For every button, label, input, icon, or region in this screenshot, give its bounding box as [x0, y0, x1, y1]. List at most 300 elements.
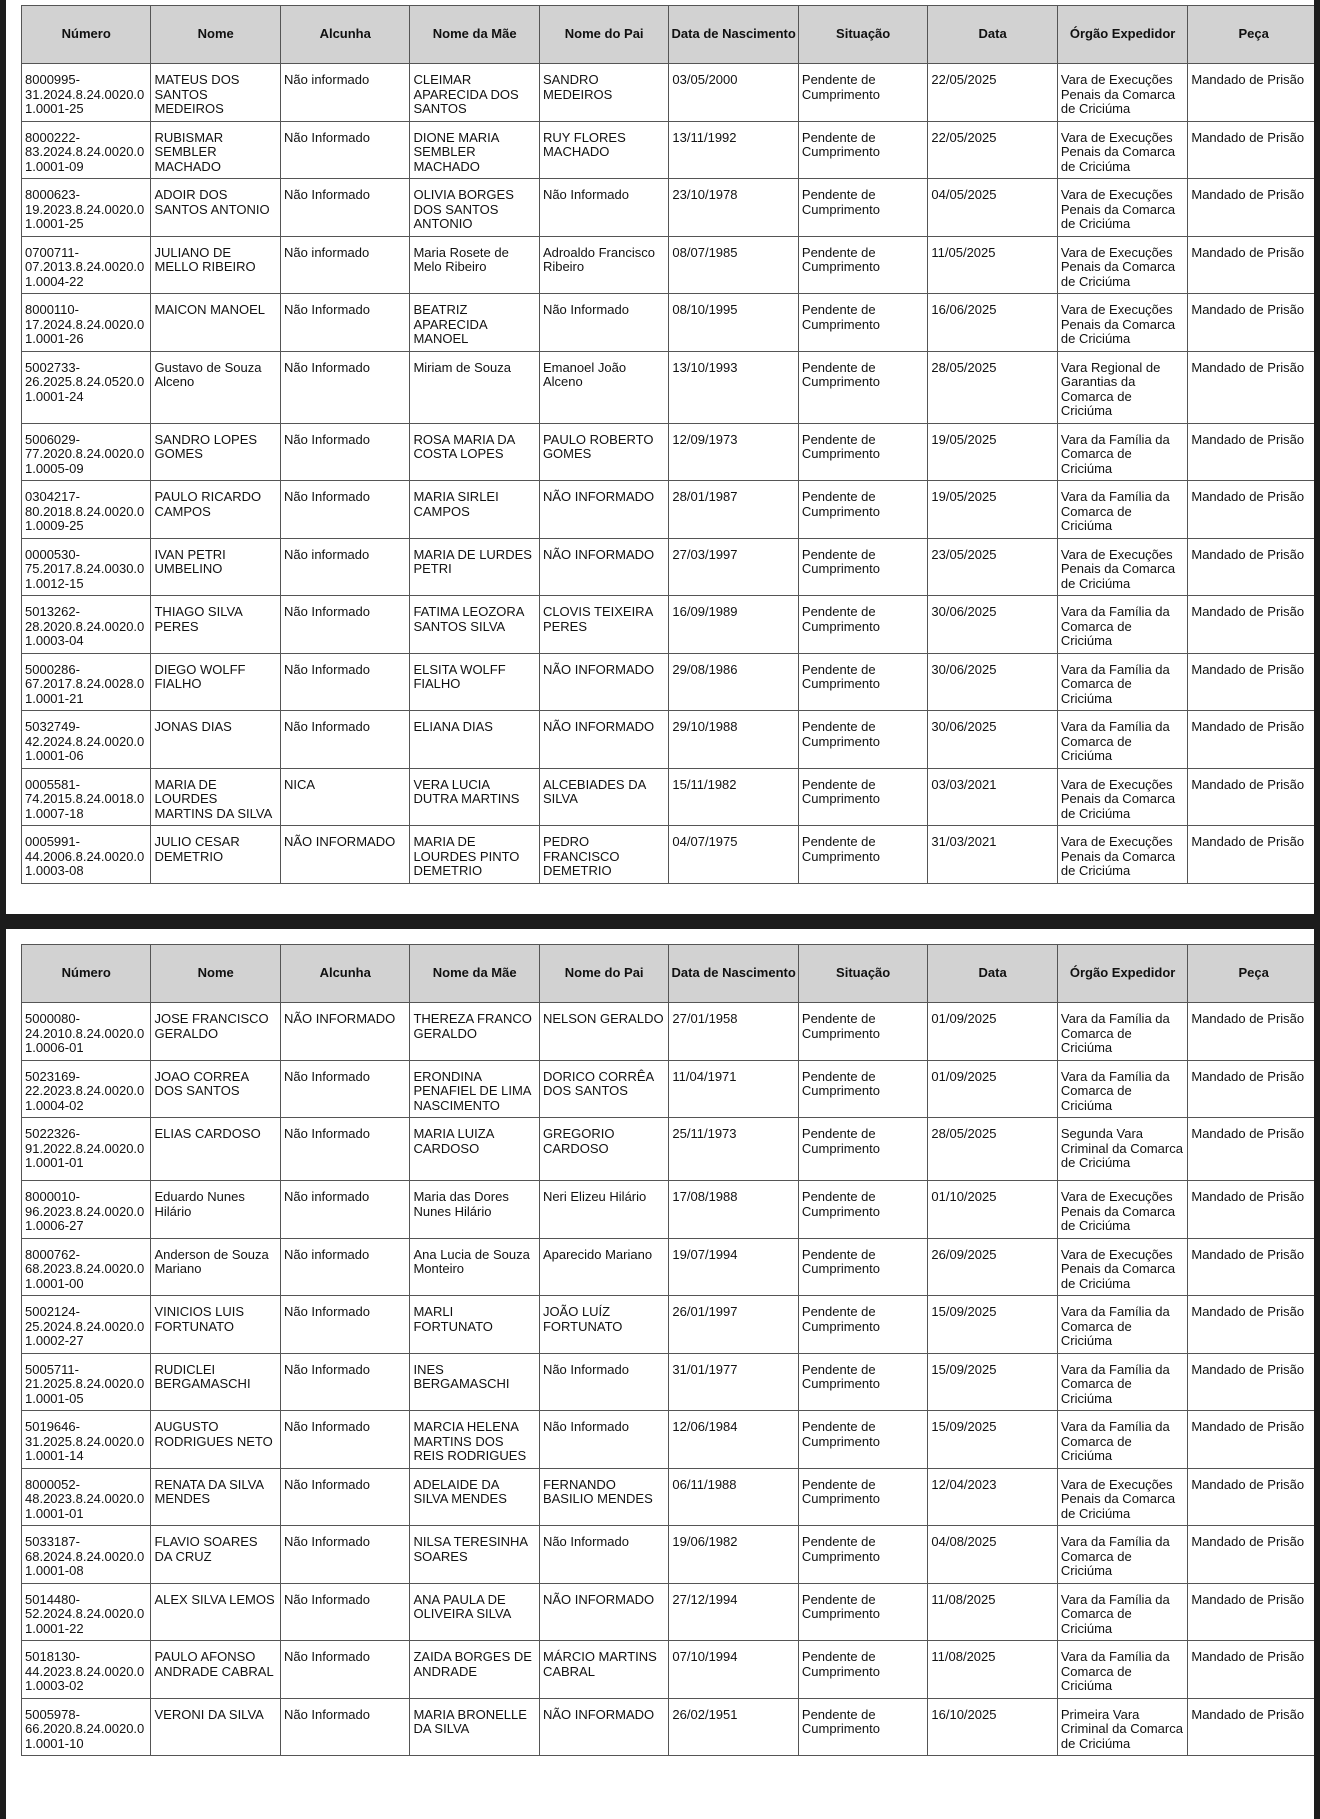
header-numero: Número	[22, 6, 151, 64]
header-situacao: Situação	[798, 945, 927, 1003]
cell-numero: 5023169-22.2023.8.24.0020.01.0004-02	[22, 1060, 151, 1118]
cell-nome-mae: MARIA SIRLEI CAMPOS	[410, 481, 539, 539]
cell-nome-mae: CLEIMAR APARECIDA DOS SANTOS	[410, 64, 539, 122]
cell-nome-mae: ANA PAULA DE OLIVEIRA SILVA	[410, 1583, 539, 1641]
cell-situacao: Pendente de Cumprimento	[798, 236, 927, 294]
table-row	[22, 1003, 1315, 1061]
cell-alcunha: NÃO INFORMADO	[280, 826, 409, 884]
cell-orgao-expedidor: Vara de Execuções Penais da Comarca de Criciúma	[1057, 294, 1188, 352]
cell-data-nascimento: 23/10/1978	[669, 179, 798, 237]
cell-nome: JOAO CORREA DOS SANTOS	[151, 1060, 280, 1118]
cell-numero: 8000623-19.2023.8.24.0020.01.0001-25	[22, 179, 151, 237]
cell-numero: 0700711-07.2013.8.24.0020.01.0004-22	[22, 236, 151, 294]
cell-nome: FLAVIO SOARES DA CRUZ	[151, 1526, 280, 1584]
cell-numero: 5006029-77.2020.8.24.0020.01.0005-09	[22, 423, 151, 481]
header-alcunha: Alcunha	[280, 6, 409, 64]
cell-nome-mae: ELIANA DIAS	[410, 711, 539, 769]
cell-alcunha: Não Informado	[280, 1411, 409, 1469]
cell-situacao: Pendente de Cumprimento	[798, 538, 927, 596]
cell-data-nascimento: 27/03/1997	[669, 538, 798, 596]
cell-nome-mae: NILSA TERESINHA SOARES	[410, 1526, 539, 1584]
cell-nome-pai: Emanoel João Alceno	[539, 351, 668, 423]
cell-nome-pai: NÃO INFORMADO	[539, 653, 668, 711]
cell-nome-pai: PEDRO FRANCISCO DEMETRIO	[539, 826, 668, 884]
cell-nome-mae: MARIA DE LURDES PETRI	[410, 538, 539, 596]
table-row	[22, 1181, 1315, 1239]
cell-data-nascimento: 16/09/1989	[669, 596, 798, 654]
cell-peca: Mandado de Prisão	[1188, 1641, 1314, 1699]
cell-alcunha: NICA	[280, 768, 409, 826]
cell-data-nascimento: 12/06/1984	[669, 1411, 798, 1469]
cell-data-nascimento: 07/10/1994	[669, 1641, 798, 1699]
cell-nome: Anderson de Souza Mariano	[151, 1238, 280, 1296]
cell-data-nascimento: 06/11/1988	[669, 1468, 798, 1526]
cell-nome: RENATA DA SILVA MENDES	[151, 1468, 280, 1526]
cell-peca: Mandado de Prisão	[1188, 768, 1314, 826]
cell-nome-pai: Neri Elizeu Hilário	[539, 1181, 668, 1239]
cell-numero: 5000080-24.2010.8.24.0020.01.0006-01	[22, 1003, 151, 1061]
cell-situacao: Pendente de Cumprimento	[798, 351, 927, 423]
cell-nome-pai: GREGORIO CARDOSO	[539, 1118, 668, 1181]
cell-alcunha: Não Informado	[280, 1583, 409, 1641]
cell-nome-pai: NELSON GERALDO	[539, 1003, 668, 1061]
cell-peca: Mandado de Prisão	[1188, 481, 1314, 539]
cell-data: 11/05/2025	[928, 236, 1057, 294]
cell-numero: 5002733-26.2025.8.24.0520.01.0001-24	[22, 351, 151, 423]
cell-numero: 5013262-28.2020.8.24.0020.01.0003-04	[22, 596, 151, 654]
cell-peca: Mandado de Prisão	[1188, 1238, 1314, 1296]
cell-peca: Mandado de Prisão	[1188, 1468, 1314, 1526]
table-row	[22, 351, 1315, 423]
cell-situacao: Pendente de Cumprimento	[798, 64, 927, 122]
cell-nome: MATEUS DOS SANTOS MEDEIROS	[151, 64, 280, 122]
cell-nome: RUBISMAR SEMBLER MACHADO	[151, 121, 280, 179]
cell-orgao-expedidor: Vara de Execuções Penais da Comarca de Criciúma	[1057, 768, 1188, 826]
cell-nome: MARIA DE LOURDES MARTINS DA SILVA	[151, 768, 280, 826]
header-nome-pai: Nome do Pai	[539, 945, 668, 1003]
cell-situacao: Pendente de Cumprimento	[798, 826, 927, 884]
header-situacao: Situação	[798, 6, 927, 64]
header-nome: Nome	[151, 945, 280, 1003]
table-header-row	[22, 6, 1315, 64]
table-body	[22, 64, 1315, 884]
cell-situacao: Pendente de Cumprimento	[798, 121, 927, 179]
cell-situacao: Pendente de Cumprimento	[798, 1468, 927, 1526]
cell-peca: Mandado de Prisão	[1188, 711, 1314, 769]
cell-situacao: Pendente de Cumprimento	[798, 596, 927, 654]
cell-orgao-expedidor: Vara da Família da Comarca de Criciúma	[1057, 596, 1188, 654]
cell-peca: Mandado de Prisão	[1188, 351, 1314, 423]
cell-situacao: Pendente de Cumprimento	[798, 1411, 927, 1469]
cell-peca: Mandado de Prisão	[1188, 826, 1314, 884]
table-row	[22, 1468, 1315, 1526]
header-orgao-expedidor: Órgão Expedidor	[1057, 945, 1188, 1003]
table-row	[22, 1060, 1315, 1118]
cell-data: 30/06/2025	[928, 711, 1057, 769]
table-row	[22, 596, 1315, 654]
cell-nome: ADOIR DOS SANTOS ANTONIO	[151, 179, 280, 237]
cell-numero: 5005978-66.2020.8.24.0020.01.0001-10	[22, 1698, 151, 1756]
cell-numero: 0005991-44.2006.8.24.0020.01.0003-08	[22, 826, 151, 884]
cell-data: 15/09/2025	[928, 1411, 1057, 1469]
cell-data-nascimento: 04/07/1975	[669, 826, 798, 884]
cell-data: 30/06/2025	[928, 596, 1057, 654]
header-data: Data	[928, 6, 1057, 64]
cell-situacao: Pendente de Cumprimento	[798, 1118, 927, 1181]
cell-nome-pai: NÃO INFORMADO	[539, 481, 668, 539]
cell-nome-mae: Miriam de Souza	[410, 351, 539, 423]
cell-data: 01/09/2025	[928, 1060, 1057, 1118]
header-orgao-expedidor: Órgão Expedidor	[1057, 6, 1188, 64]
cell-nome-mae: VERA LUCIA DUTRA MARTINS	[410, 768, 539, 826]
table-body	[22, 1003, 1315, 1756]
cell-alcunha: Não Informado	[280, 351, 409, 423]
cell-alcunha: Não Informado	[280, 179, 409, 237]
cell-nome-mae: MARIA LUIZA CARDOSO	[410, 1118, 539, 1181]
table-row	[22, 711, 1315, 769]
cell-alcunha: Não Informado	[280, 1468, 409, 1526]
cell-data-nascimento: 03/05/2000	[669, 64, 798, 122]
cell-situacao: Pendente de Cumprimento	[798, 711, 927, 769]
cell-orgao-expedidor: Vara de Execuções Penais da Comarca de Criciúma	[1057, 64, 1188, 122]
cell-orgao-expedidor: Vara da Família da Comarca de Criciúma	[1057, 1641, 1188, 1699]
cell-nome-mae: THEREZA FRANCO GERALDO	[410, 1003, 539, 1061]
cell-alcunha: Não informado	[280, 64, 409, 122]
cell-alcunha: Não Informado	[280, 1353, 409, 1411]
warrants-table	[21, 5, 1314, 884]
table-row	[22, 1118, 1315, 1181]
cell-data: 04/05/2025	[928, 179, 1057, 237]
header-data-nascimento: Data de Nascimento	[669, 6, 798, 64]
cell-data: 28/05/2025	[928, 1118, 1057, 1181]
cell-numero: 0000530-75.2017.8.24.0030.01.0012-15	[22, 538, 151, 596]
cell-alcunha: Não Informado	[280, 1641, 409, 1699]
header-nome: Nome	[151, 6, 280, 64]
cell-data-nascimento: 27/01/1958	[669, 1003, 798, 1061]
cell-alcunha: NÃO INFORMADO	[280, 1003, 409, 1061]
cell-nome-mae: ELSITA WOLFF FIALHO	[410, 653, 539, 711]
cell-nome-mae: MARCIA HELENA MARTINS DOS REIS RODRIGUES	[410, 1411, 539, 1469]
cell-alcunha: Não informado	[280, 236, 409, 294]
cell-peca: Mandado de Prisão	[1188, 1296, 1314, 1354]
cell-alcunha: Não informado	[280, 1238, 409, 1296]
cell-situacao: Pendente de Cumprimento	[798, 1583, 927, 1641]
warrants-table-frame	[21, 5, 1314, 884]
table-row	[22, 653, 1315, 711]
cell-data: 19/05/2025	[928, 481, 1057, 539]
header-nome-mae: Nome da Mãe	[410, 945, 539, 1003]
cell-orgao-expedidor: Vara da Família da Comarca de Criciúma	[1057, 1296, 1188, 1354]
cell-nome-mae: MARIA BRONELLE DA SILVA	[410, 1698, 539, 1756]
cell-data: 28/05/2025	[928, 351, 1057, 423]
cell-nome-mae: ADELAIDE DA SILVA MENDES	[410, 1468, 539, 1526]
cell-numero: 8000222-83.2024.8.24.0020.01.0001-09	[22, 121, 151, 179]
cell-nome-mae: ERONDINA PENAFIEL DE LIMA NASCIMENTO	[410, 1060, 539, 1118]
cell-data: 04/08/2025	[928, 1526, 1057, 1584]
table-row	[22, 179, 1315, 237]
cell-situacao: Pendente de Cumprimento	[798, 1641, 927, 1699]
cell-nome-pai: NÃO INFORMADO	[539, 1698, 668, 1756]
cell-numero: 8000010-96.2023.8.24.0020.01.0006-27	[22, 1181, 151, 1239]
cell-situacao: Pendente de Cumprimento	[798, 768, 927, 826]
cell-orgao-expedidor: Vara da Família da Comarca de Criciúma	[1057, 711, 1188, 769]
cell-orgao-expedidor: Vara de Execuções Penais da Comarca de Criciúma	[1057, 1468, 1188, 1526]
cell-data-nascimento: 29/08/1986	[669, 653, 798, 711]
cell-nome-pai: Não Informado	[539, 1411, 668, 1469]
cell-nome-pai: Não Informado	[539, 179, 668, 237]
cell-situacao: Pendente de Cumprimento	[798, 1060, 927, 1118]
cell-nome: RUDICLEI BERGAMASCHI	[151, 1353, 280, 1411]
table-row	[22, 1353, 1315, 1411]
cell-nome: Eduardo Nunes Hilário	[151, 1181, 280, 1239]
cell-data: 31/03/2021	[928, 826, 1057, 884]
cell-nome-pai: MÁRCIO MARTINS CABRAL	[539, 1641, 668, 1699]
cell-situacao: Pendente de Cumprimento	[798, 423, 927, 481]
cell-nome: PAULO RICARDO CAMPOS	[151, 481, 280, 539]
cell-data-nascimento: 29/10/1988	[669, 711, 798, 769]
table-row	[22, 64, 1315, 122]
cell-orgao-expedidor: Vara da Família da Comarca de Criciúma	[1057, 1583, 1188, 1641]
cell-alcunha: Não Informado	[280, 1698, 409, 1756]
cell-peca: Mandado de Prisão	[1188, 294, 1314, 352]
cell-data: 16/10/2025	[928, 1698, 1057, 1756]
cell-numero: 5014480-52.2024.8.24.0020.01.0001-22	[22, 1583, 151, 1641]
cell-nome-pai: NÃO INFORMADO	[539, 538, 668, 596]
cell-orgao-expedidor: Primeira Vara Criminal da Comarca de Criciúma	[1057, 1698, 1188, 1756]
table-row	[22, 1641, 1315, 1699]
cell-nome: VINICIOS LUIS FORTUNATO	[151, 1296, 280, 1354]
cell-nome: DIEGO WOLFF FIALHO	[151, 653, 280, 711]
cell-data: 22/05/2025	[928, 121, 1057, 179]
cell-data: 15/09/2025	[928, 1296, 1057, 1354]
cell-numero: 5000286-67.2017.8.24.0028.01.0001-21	[22, 653, 151, 711]
cell-orgao-expedidor: Vara de Execuções Penais da Comarca de Criciúma	[1057, 179, 1188, 237]
cell-nome-mae: ZAIDA BORGES DE ANDRADE	[410, 1641, 539, 1699]
cell-alcunha: Não Informado	[280, 294, 409, 352]
cell-data: 11/08/2025	[928, 1583, 1057, 1641]
cell-situacao: Pendente de Cumprimento	[798, 653, 927, 711]
cell-orgao-expedidor: Vara de Execuções Penais da Comarca de Criciúma	[1057, 826, 1188, 884]
cell-data: 30/06/2025	[928, 653, 1057, 711]
cell-peca: Mandado de Prisão	[1188, 423, 1314, 481]
cell-data-nascimento: 19/06/1982	[669, 1526, 798, 1584]
cell-data-nascimento: 08/10/1995	[669, 294, 798, 352]
cell-nome: JOSE FRANCISCO GERALDO	[151, 1003, 280, 1061]
cell-nome: JONAS DIAS	[151, 711, 280, 769]
cell-alcunha: Não Informado	[280, 481, 409, 539]
cell-peca: Mandado de Prisão	[1188, 179, 1314, 237]
cell-nome-mae: FATIMA LEOZORA SANTOS SILVA	[410, 596, 539, 654]
cell-orgao-expedidor: Vara da Família da Comarca de Criciúma	[1057, 481, 1188, 539]
cell-alcunha: Não Informado	[280, 1118, 409, 1181]
cell-data: 11/08/2025	[928, 1641, 1057, 1699]
cell-nome-pai: ALCEBIADES DA SILVA	[539, 768, 668, 826]
cell-nome-mae: OLIVIA BORGES DOS SANTOS ANTONIO	[410, 179, 539, 237]
cell-numero: 0005581-74.2015.8.24.0018.01.0007-18	[22, 768, 151, 826]
cell-peca: Mandado de Prisão	[1188, 1698, 1314, 1756]
cell-nome: ALEX SILVA LEMOS	[151, 1583, 280, 1641]
table-row	[22, 1698, 1315, 1756]
cell-orgao-expedidor: Vara de Execuções Penais da Comarca de Criciúma	[1057, 121, 1188, 179]
cell-alcunha: Não Informado	[280, 653, 409, 711]
cell-data: 12/04/2023	[928, 1468, 1057, 1526]
cell-data: 01/09/2025	[928, 1003, 1057, 1061]
cell-nome-pai: NÃO INFORMADO	[539, 1583, 668, 1641]
cell-numero: 5018130-44.2023.8.24.0020.01.0003-02	[22, 1641, 151, 1699]
cell-nome-pai: NÃO INFORMADO	[539, 711, 668, 769]
cell-data-nascimento: 26/02/1951	[669, 1698, 798, 1756]
cell-data-nascimento: 19/07/1994	[669, 1238, 798, 1296]
warrants-table-frame	[21, 944, 1314, 1756]
cell-nome-pai: FERNANDO BASILIO MENDES	[539, 1468, 668, 1526]
cell-data-nascimento: 25/11/1973	[669, 1118, 798, 1181]
cell-situacao: Pendente de Cumprimento	[798, 1181, 927, 1239]
cell-nome-pai: CLOVIS TEIXEIRA PERES	[539, 596, 668, 654]
cell-numero: 5032749-42.2024.8.24.0020.01.0001-06	[22, 711, 151, 769]
cell-numero: 0304217-80.2018.8.24.0020.01.0009-25	[22, 481, 151, 539]
cell-numero: 5033187-68.2024.8.24.0020.01.0001-08	[22, 1526, 151, 1584]
cell-nome-pai: Não Informado	[539, 1353, 668, 1411]
cell-data-nascimento: 08/07/1985	[669, 236, 798, 294]
cell-data: 01/10/2025	[928, 1181, 1057, 1239]
cell-data-nascimento: 26/01/1997	[669, 1296, 798, 1354]
cell-nome: PAULO AFONSO ANDRADE CABRAL	[151, 1641, 280, 1699]
cell-nome-pai: Não Informado	[539, 294, 668, 352]
cell-orgao-expedidor: Vara de Execuções Penais da Comarca de Criciúma	[1057, 1181, 1188, 1239]
cell-alcunha: Não Informado	[280, 121, 409, 179]
cell-situacao: Pendente de Cumprimento	[798, 294, 927, 352]
cell-data: 23/05/2025	[928, 538, 1057, 596]
cell-nome-mae: MARIA DE LOURDES PINTO DEMETRIO	[410, 826, 539, 884]
cell-numero: 8000762-68.2023.8.24.0020.01.0001-00	[22, 1238, 151, 1296]
cell-nome-mae: BEATRIZ APARECIDA MANOEL	[410, 294, 539, 352]
header-alcunha: Alcunha	[280, 945, 409, 1003]
cell-numero: 5019646-31.2025.8.24.0020.01.0001-14	[22, 1411, 151, 1469]
cell-nome: VERONI DA SILVA	[151, 1698, 280, 1756]
cell-nome-pai: PAULO ROBERTO GOMES	[539, 423, 668, 481]
cell-nome-pai: SANDRO MEDEIROS	[539, 64, 668, 122]
cell-nome-pai: JOÃO LUÍZ FORTUNATO	[539, 1296, 668, 1354]
table-row	[22, 121, 1315, 179]
cell-nome: AUGUSTO RODRIGUES NETO	[151, 1411, 280, 1469]
cell-nome-pai: Não Informado	[539, 1526, 668, 1584]
cell-orgao-expedidor: Vara de Execuções Penais da Comarca de Criciúma	[1057, 236, 1188, 294]
cell-nome: JULIANO DE MELLO RIBEIRO	[151, 236, 280, 294]
cell-nome-pai: DORICO CORRÊA DOS SANTOS	[539, 1060, 668, 1118]
cell-orgao-expedidor: Vara da Família da Comarca de Criciúma	[1057, 1411, 1188, 1469]
cell-situacao: Pendente de Cumprimento	[798, 1296, 927, 1354]
cell-situacao: Pendente de Cumprimento	[798, 1526, 927, 1584]
cell-data-nascimento: 11/04/1971	[669, 1060, 798, 1118]
cell-alcunha: Não Informado	[280, 1296, 409, 1354]
cell-nome: THIAGO SILVA PERES	[151, 596, 280, 654]
cell-peca: Mandado de Prisão	[1188, 1353, 1314, 1411]
table-row	[22, 423, 1315, 481]
cell-alcunha: Não Informado	[280, 1526, 409, 1584]
table-row	[22, 1296, 1315, 1354]
cell-nome-mae: INES BERGAMASCHI	[410, 1353, 539, 1411]
cell-situacao: Pendente de Cumprimento	[798, 1238, 927, 1296]
cell-peca: Mandado de Prisão	[1188, 1526, 1314, 1584]
cell-orgao-expedidor: Segunda Vara Criminal da Comarca de Criciúma	[1057, 1118, 1188, 1181]
cell-data-nascimento: 28/01/1987	[669, 481, 798, 539]
cell-nome-mae: DIONE MARIA SEMBLER MACHADO	[410, 121, 539, 179]
table-header-row	[22, 945, 1315, 1003]
cell-data: 15/09/2025	[928, 1353, 1057, 1411]
cell-orgao-expedidor: Vara da Família da Comarca de Criciúma	[1057, 653, 1188, 711]
header-peca: Peça	[1188, 945, 1314, 1003]
header-data: Data	[928, 945, 1057, 1003]
document-page-1	[6, 0, 1314, 914]
cell-alcunha: Não Informado	[280, 711, 409, 769]
cell-peca: Mandado de Prisão	[1188, 1181, 1314, 1239]
cell-numero: 5022326-91.2022.8.24.0020.01.0001-01	[22, 1118, 151, 1181]
cell-peca: Mandado de Prisão	[1188, 1118, 1314, 1181]
cell-nome: MAICON MANOEL	[151, 294, 280, 352]
cell-nome-pai: Aparecido Mariano	[539, 1238, 668, 1296]
cell-peca: Mandado de Prisão	[1188, 121, 1314, 179]
cell-situacao: Pendente de Cumprimento	[798, 1003, 927, 1061]
cell-numero: 8000995-31.2024.8.24.0020.01.0001-25	[22, 64, 151, 122]
cell-orgao-expedidor: Vara Regional de Garantias da Comarca de Criciúma	[1057, 351, 1188, 423]
cell-numero: 8000110-17.2024.8.24.0020.01.0001-26	[22, 294, 151, 352]
header-nome-mae: Nome da Mãe	[410, 6, 539, 64]
table-row	[22, 768, 1315, 826]
cell-data-nascimento: 27/12/1994	[669, 1583, 798, 1641]
cell-data-nascimento: 12/09/1973	[669, 423, 798, 481]
cell-alcunha: Não Informado	[280, 596, 409, 654]
cell-data-nascimento: 13/10/1993	[669, 351, 798, 423]
header-data-nascimento: Data de Nascimento	[669, 945, 798, 1003]
cell-peca: Mandado de Prisão	[1188, 1060, 1314, 1118]
table-row	[22, 1411, 1315, 1469]
cell-peca: Mandado de Prisão	[1188, 596, 1314, 654]
cell-peca: Mandado de Prisão	[1188, 653, 1314, 711]
cell-nome-mae: MARLI FORTUNATO	[410, 1296, 539, 1354]
cell-nome: SANDRO LOPES GOMES	[151, 423, 280, 481]
cell-data-nascimento: 31/01/1977	[669, 1353, 798, 1411]
cell-situacao: Pendente de Cumprimento	[798, 481, 927, 539]
table-row	[22, 1526, 1315, 1584]
cell-data-nascimento: 15/11/1982	[669, 768, 798, 826]
table-row	[22, 481, 1315, 539]
cell-numero: 5002124-25.2024.8.24.0020.01.0002-27	[22, 1296, 151, 1354]
cell-data: 19/05/2025	[928, 423, 1057, 481]
cell-nome: JULIO CESAR DEMETRIO	[151, 826, 280, 884]
cell-alcunha: Não informado	[280, 1181, 409, 1239]
cell-situacao: Pendente de Cumprimento	[798, 179, 927, 237]
header-nome-pai: Nome do Pai	[539, 6, 668, 64]
cell-data-nascimento: 13/11/1992	[669, 121, 798, 179]
cell-alcunha: Não Informado	[280, 1060, 409, 1118]
cell-data: 26/09/2025	[928, 1238, 1057, 1296]
cell-data: 03/03/2021	[928, 768, 1057, 826]
cell-numero: 5005711-21.2025.8.24.0020.01.0001-05	[22, 1353, 151, 1411]
cell-orgao-expedidor: Vara da Família da Comarca de Criciúma	[1057, 1060, 1188, 1118]
table-row	[22, 538, 1315, 596]
cell-data: 22/05/2025	[928, 64, 1057, 122]
cell-orgao-expedidor: Vara da Família da Comarca de Criciúma	[1057, 1526, 1188, 1584]
cell-situacao: Pendente de Cumprimento	[798, 1353, 927, 1411]
table-row	[22, 236, 1315, 294]
cell-nome-mae: Maria Rosete de Melo Ribeiro	[410, 236, 539, 294]
table-row	[22, 1583, 1315, 1641]
cell-orgao-expedidor: Vara de Execuções Penais da Comarca de Criciúma	[1057, 1238, 1188, 1296]
cell-nome-mae: Ana Lucia de Souza Monteiro	[410, 1238, 539, 1296]
cell-alcunha: Não Informado	[280, 423, 409, 481]
warrants-table	[21, 944, 1314, 1756]
cell-orgao-expedidor: Vara da Família da Comarca de Criciúma	[1057, 1003, 1188, 1061]
